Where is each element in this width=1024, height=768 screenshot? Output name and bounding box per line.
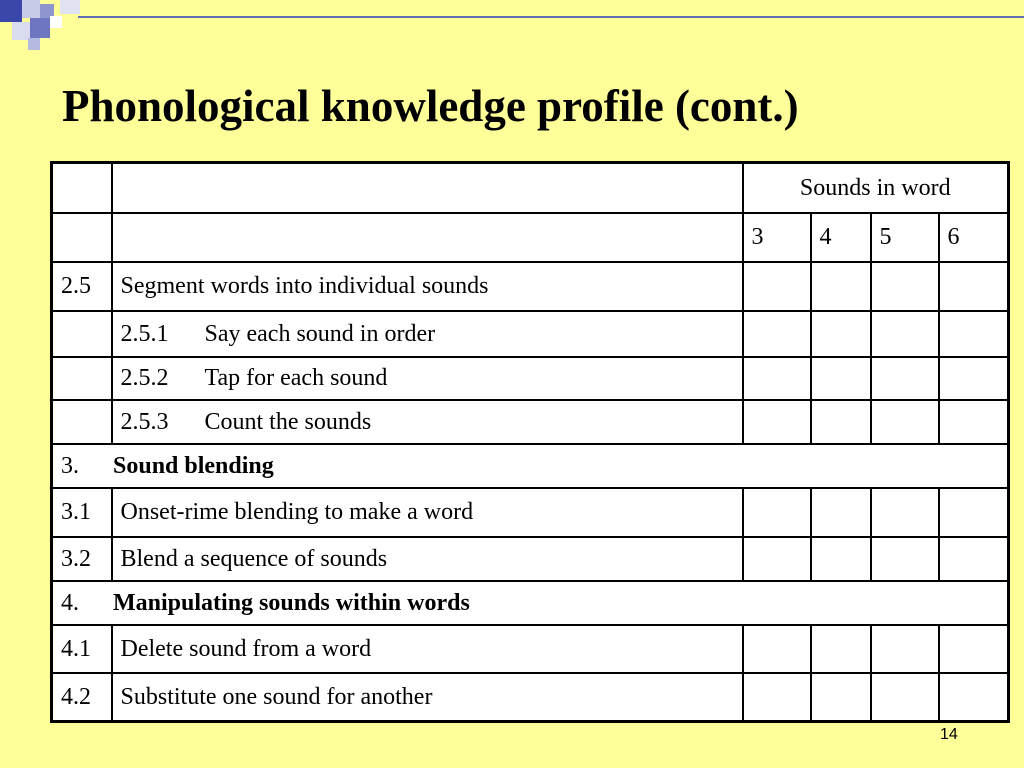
table-row [52, 673, 1009, 722]
section-heading-cell [52, 444, 1009, 488]
check-cell[interactable] [743, 673, 811, 722]
item-label: Blend a sequence of sounds [112, 537, 743, 581]
check-cell[interactable] [743, 357, 811, 400]
empty-cell [52, 311, 112, 357]
sub-item-label: Say each sound in order [204, 320, 436, 347]
check-cell[interactable] [811, 673, 871, 722]
decor-square [30, 18, 50, 38]
section-title: Manipulating sounds within words [113, 589, 470, 616]
check-cell[interactable] [939, 673, 1009, 722]
table-row [52, 625, 1009, 673]
sounds-in-word-header: Sounds in word [743, 163, 1009, 214]
empty-cell [112, 163, 743, 214]
section-heading-cell [52, 581, 1009, 625]
table-row [52, 400, 1009, 444]
decor-square [50, 16, 62, 28]
table-row [52, 262, 1009, 311]
decor-square [0, 0, 22, 22]
check-cell[interactable] [743, 488, 811, 537]
decor-square [22, 0, 40, 18]
page-number: 14 [940, 726, 958, 743]
section-row [52, 444, 1009, 488]
check-cell[interactable] [811, 488, 871, 537]
check-cell[interactable] [939, 311, 1009, 357]
check-cell[interactable] [871, 625, 939, 673]
check-cell[interactable] [743, 400, 811, 444]
empty-cell [52, 400, 112, 444]
header-row [52, 163, 1009, 214]
section-title: Sound blending [113, 452, 274, 479]
sound-count-row [52, 213, 1009, 262]
check-cell[interactable] [743, 625, 811, 673]
sub-item-label: Tap for each sound [204, 365, 388, 391]
table-row [52, 311, 1009, 357]
sub-item-number: 2.5.2 [120, 365, 169, 391]
section-row [52, 581, 1009, 625]
check-cell[interactable] [743, 262, 811, 311]
check-cell[interactable] [743, 311, 811, 357]
section-number: 3. [61, 452, 79, 479]
empty-cell [52, 357, 112, 400]
table-row [52, 537, 1009, 581]
decor-square [28, 38, 40, 50]
item-number: 3.2 [52, 537, 112, 581]
decor-square [60, 0, 80, 14]
sub-item-cell [112, 357, 743, 400]
check-cell[interactable] [939, 537, 1009, 581]
slide-title: Phonological knowledge profile (cont.) [62, 81, 799, 131]
phonological-profile-table [50, 161, 1010, 723]
check-cell[interactable] [939, 625, 1009, 673]
item-number: 2.5 [52, 262, 112, 311]
table-row [52, 357, 1009, 400]
item-number: 4.2 [52, 673, 112, 722]
check-cell[interactable] [871, 673, 939, 722]
sub-item-label: Count the sounds [204, 408, 372, 435]
check-cell[interactable] [939, 488, 1009, 537]
check-cell[interactable] [811, 357, 871, 400]
sub-item-cell [112, 400, 743, 444]
check-cell[interactable] [871, 400, 939, 444]
check-cell[interactable] [811, 537, 871, 581]
check-cell[interactable] [811, 625, 871, 673]
item-number: 3.1 [52, 488, 112, 537]
item-label: Substitute one sound for another [112, 673, 743, 722]
sound-count-3: 3 [743, 213, 811, 262]
check-cell[interactable] [939, 357, 1009, 400]
check-cell[interactable] [811, 311, 871, 357]
sub-item-cell [112, 311, 743, 357]
sound-count-4: 4 [811, 213, 871, 262]
empty-cell [112, 213, 743, 262]
section-number: 4. [61, 589, 79, 616]
sound-count-6: 6 [939, 213, 1009, 262]
empty-cell [52, 213, 112, 262]
item-label: Delete sound from a word [112, 625, 743, 673]
empty-cell [52, 163, 112, 214]
sound-count-5: 5 [871, 213, 939, 262]
title-rule [78, 16, 1024, 18]
check-cell[interactable] [811, 400, 871, 444]
check-cell[interactable] [871, 357, 939, 400]
item-number: 4.1 [52, 625, 112, 673]
check-cell[interactable] [939, 262, 1009, 311]
item-label: Segment words into individual sounds [112, 262, 743, 311]
table-row [52, 488, 1009, 537]
check-cell[interactable] [939, 400, 1009, 444]
item-label: Onset-rime blending to make a word [112, 488, 743, 537]
check-cell[interactable] [871, 537, 939, 581]
check-cell[interactable] [743, 537, 811, 581]
check-cell[interactable] [871, 311, 939, 357]
check-cell[interactable] [871, 262, 939, 311]
check-cell[interactable] [871, 488, 939, 537]
sub-item-number: 2.5.1 [120, 320, 169, 347]
sub-item-number: 2.5.3 [120, 408, 169, 435]
check-cell[interactable] [811, 262, 871, 311]
